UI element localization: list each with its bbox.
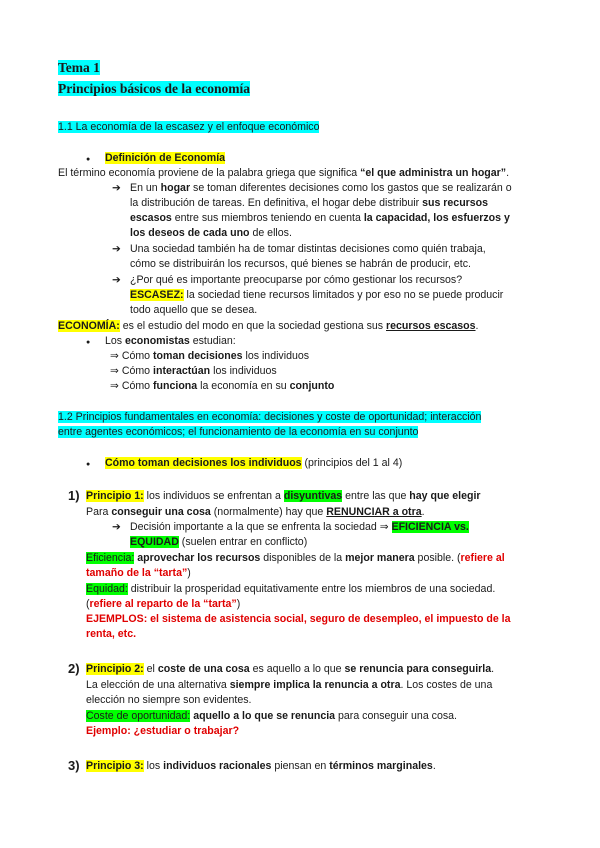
principle-2-line-3: elección no siempre son evidentes. [86, 694, 252, 706]
bullet-definicion: ● Definición de Economía [86, 152, 226, 164]
tema-label: Tema 1 [58, 60, 100, 75]
bullet-economistas: ● Los economistas estudian: [86, 335, 236, 347]
question-line: ¿Por qué es importante preocuparse por cómo gestionar los recursos? [130, 274, 463, 286]
principle-2-line-2: La elección de una alternativa siempre implica la renuncia a otra. Los costes de una [86, 679, 493, 691]
arrow-bullet-1: ➔ [112, 182, 121, 194]
coste-oportunidad-line: Coste de oportunidad: aquello a lo que se renuncia para conseguir una cosa. [86, 710, 457, 722]
principle-1-line-2: Para conseguir una cosa (normalmente) hay que RENUNCIAR a otra. [86, 506, 425, 518]
arrow-bullet-2: ➔ [112, 243, 121, 255]
hogar-line-1: En un hogar se toman diferentes decisiones como los gastos que se realizarán o [130, 182, 512, 194]
intro-paragraph: El término economía proviene de la palabra griega que significa “el que administra un hogar”. [58, 167, 510, 179]
section-1-2-title-line-2: entre agentes económicos; el funcionamiento de la economía en su conjunto [58, 426, 419, 438]
section-1-2-title: 1.2 Principios fundamentales en economía: decisiones y coste de oportunidad; interacción [58, 411, 482, 423]
escasez-line-2: todo aquello que se desea. [130, 304, 258, 316]
equidad-line-1: Equidad: distribuir la prosperidad equitativamente entre los miembros de una sociedad. [86, 583, 496, 595]
principle-2-line-1: Principio 2: el coste de una cosa es aquello a lo que se renuncia para conseguirla. [86, 663, 495, 675]
ejemplos-line-1: EJEMPLOS: el sistema de asistencia social, seguro de desempleo, el impuesto de la [86, 613, 511, 625]
ejemplos-line-2: renta, etc. [86, 628, 137, 640]
escasez-line: ESCASEZ: la sociedad tiene recursos limitados y por eso no se puede producir [130, 289, 504, 301]
study-item: ⇒ Cómo toman decisiones los individuos [110, 350, 310, 362]
principle-1-number: 1) [68, 488, 80, 503]
hogar-line-3: escasos entre sus miembros teniendo en cuenta la capacidad, los esfuerzos y [130, 212, 510, 224]
ejemplo-line: Ejemplo: ¿estudiar o trabajar? [86, 725, 240, 737]
arrow-bullet-3: ➔ [112, 274, 121, 286]
sociedad-line-2: cómo se distribuirán los recursos, qué bienes se habrán de producir, etc. [130, 258, 471, 270]
principle-3-number: 3) [68, 758, 80, 773]
section-1-1-title: 1.1 La economía de la escasez y el enfoque económico [58, 121, 320, 133]
economia-definition: ECONOMÍA: es el estudio del modo en que la sociedad gestiona sus recursos escasos. [58, 320, 479, 332]
eficiencia-line-1: Eficiencia: aprovechar los recursos disponibles de la mejor manera posible. (refiere al [86, 552, 505, 564]
arrow-bullet-4: ➔ [112, 521, 121, 533]
principle-1-line-3: Decisión importante a la que se enfrenta la sociedad ⇒ EFICIENCIA vs. [130, 521, 469, 533]
eficiencia-line-2: tamaño de la “tarta”) [86, 567, 191, 579]
study-item: ⇒ Cómo interactúan los individuos [110, 365, 277, 377]
page-title: Principios básicos de la economía [58, 81, 250, 96]
principle-2-number: 2) [68, 661, 80, 676]
equidad-line-2: (refiere al reparto de la “tarta”) [86, 598, 241, 610]
principle-1-line-1: Principio 1: los individuos se enfrentan a disyuntivas entre las que hay que elegir [86, 490, 481, 502]
hogar-line-4: los deseos de cada uno de ellos. [130, 227, 292, 239]
bullet-como-toman: ● Cómo toman decisiones los individuos (principios del 1 al 4) [86, 457, 403, 469]
principle-1-line-4: EQUIDAD (suelen entrar en conflicto) [130, 536, 308, 548]
principle-3-line-1: Principio 3: los individuos racionales piensan en términos marginales. [86, 760, 436, 772]
sociedad-line-1: Una sociedad también ha de tomar distintas decisiones como quién trabaja, [130, 243, 486, 255]
hogar-line-2: la distribución de tareas. En definitiva, el hogar debe distribuir sus recursos [130, 197, 489, 209]
study-item: ⇒ Cómo funciona la economía en su conjunto [110, 380, 335, 392]
